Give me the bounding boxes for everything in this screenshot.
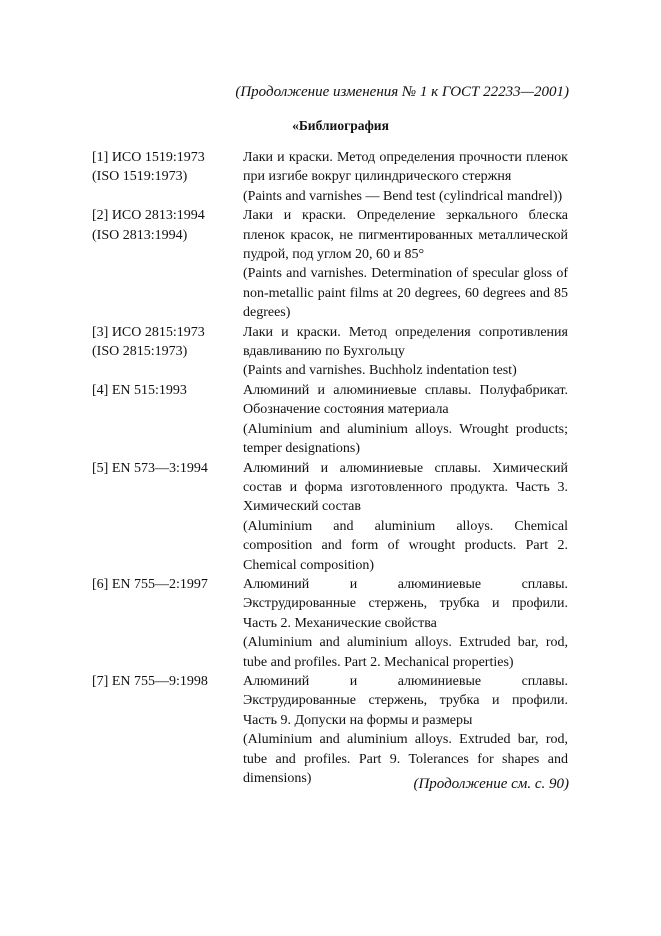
entry-reference: [3] ИСО 2815:1973 (ISO 2815:1973) (92, 324, 205, 360)
entry-title-en: (Aluminium and aluminium alloys. Extruded bar, rod, tube and profiles. Part 2. Mechanical properties) (243, 635, 568, 670)
entry-reference: [4] EN 515:1993 (92, 382, 187, 398)
bibliography-list (92, 148, 568, 788)
bibliography-entry (92, 323, 568, 381)
entry-description (243, 575, 568, 672)
entry-title-ru: Алюминий и алюминиевые сплавы. Экструдированные стержень, трубка и профили. Часть 9. Допуски на формы и размеры (243, 673, 568, 728)
entry-title-ru: Алюминий и алюминиевые сплавы. Химический состав и форма изготовленного продукта. Часть 3. Химический состав (243, 460, 568, 515)
entry-description (243, 381, 568, 459)
entry-reference: [7] EN 755—9:1998 (92, 673, 208, 689)
entry-description (243, 323, 568, 381)
entry-title-ru: Лаки и краски. Определение зеркального блеска пленок красок, не пигментированных металлической пудрой, под углом 20, 60 и 85° (243, 208, 568, 263)
bibliography-entry (92, 672, 568, 788)
bibliography-entry (92, 148, 568, 206)
page-header-continuation: (Продолжение изменения № 1 к ГОСТ 22233—2001) (235, 84, 569, 100)
entry-reference: [6] EN 755—2:1997 (92, 576, 208, 592)
bibliography-entry (92, 206, 568, 322)
entry-title-ru: Лаки и краски. Метод определения сопротивления вдавливанию по Бухгольцу (243, 324, 568, 360)
entry-title-ru: Алюминий и алюминиевые сплавы. Полуфабрикат. Обозначение состояния материала (243, 382, 568, 418)
bibliography-entry (92, 575, 568, 672)
bibliography-entry (92, 381, 568, 459)
entry-reference: [5] EN 573—3:1994 (92, 460, 208, 476)
page-footer-continuation: (Продолжение см. с. 90) (413, 776, 569, 792)
bibliography-entry (92, 459, 568, 575)
entry-title-ru: Лаки и краски. Метод определения прочности пленок при изгибе вокруг цилиндрического стержня (243, 150, 568, 185)
entry-reference: [1] ИСО 1519:1973 (ISO 1519:1973) (92, 150, 205, 185)
entry-title-en: (Aluminium and aluminium alloys. Chemical composition and form of wrought products. Part 2. Chemical composition) (243, 518, 568, 573)
entry-title-en: (Paints and varnishes. Determination of specular gloss of non-metallic paint films at 20 degrees, 60 degrees and 85 degrees) (243, 266, 568, 321)
entry-title-en: (Aluminium and aluminium alloys. Extruded bar, rod, tube and profiles. Part 9. Tolerances for shapes and dimensions) (243, 732, 568, 786)
entry-title-en: (Paints and varnishes. Buchholz indentation test) (243, 363, 517, 379)
entry-description (243, 459, 568, 575)
entry-description (243, 148, 568, 206)
entry-title-ru: Алюминий и алюминиевые сплавы. Экструдированные стержень, трубка и профили. Часть 2. Механические свойства (243, 576, 568, 631)
section-title: «Библиография (292, 118, 389, 133)
entry-reference: [2] ИСО 2813:1994 (ISO 2813:1994) (92, 208, 205, 243)
entry-description (243, 206, 568, 322)
entry-title-en: (Aluminium and aluminium alloys. Wrought products; temper designations) (243, 421, 568, 457)
entry-title-en: (Paints and varnishes — Bend test (cylindrical mandrel)) (243, 188, 563, 204)
entry-description (243, 672, 568, 788)
